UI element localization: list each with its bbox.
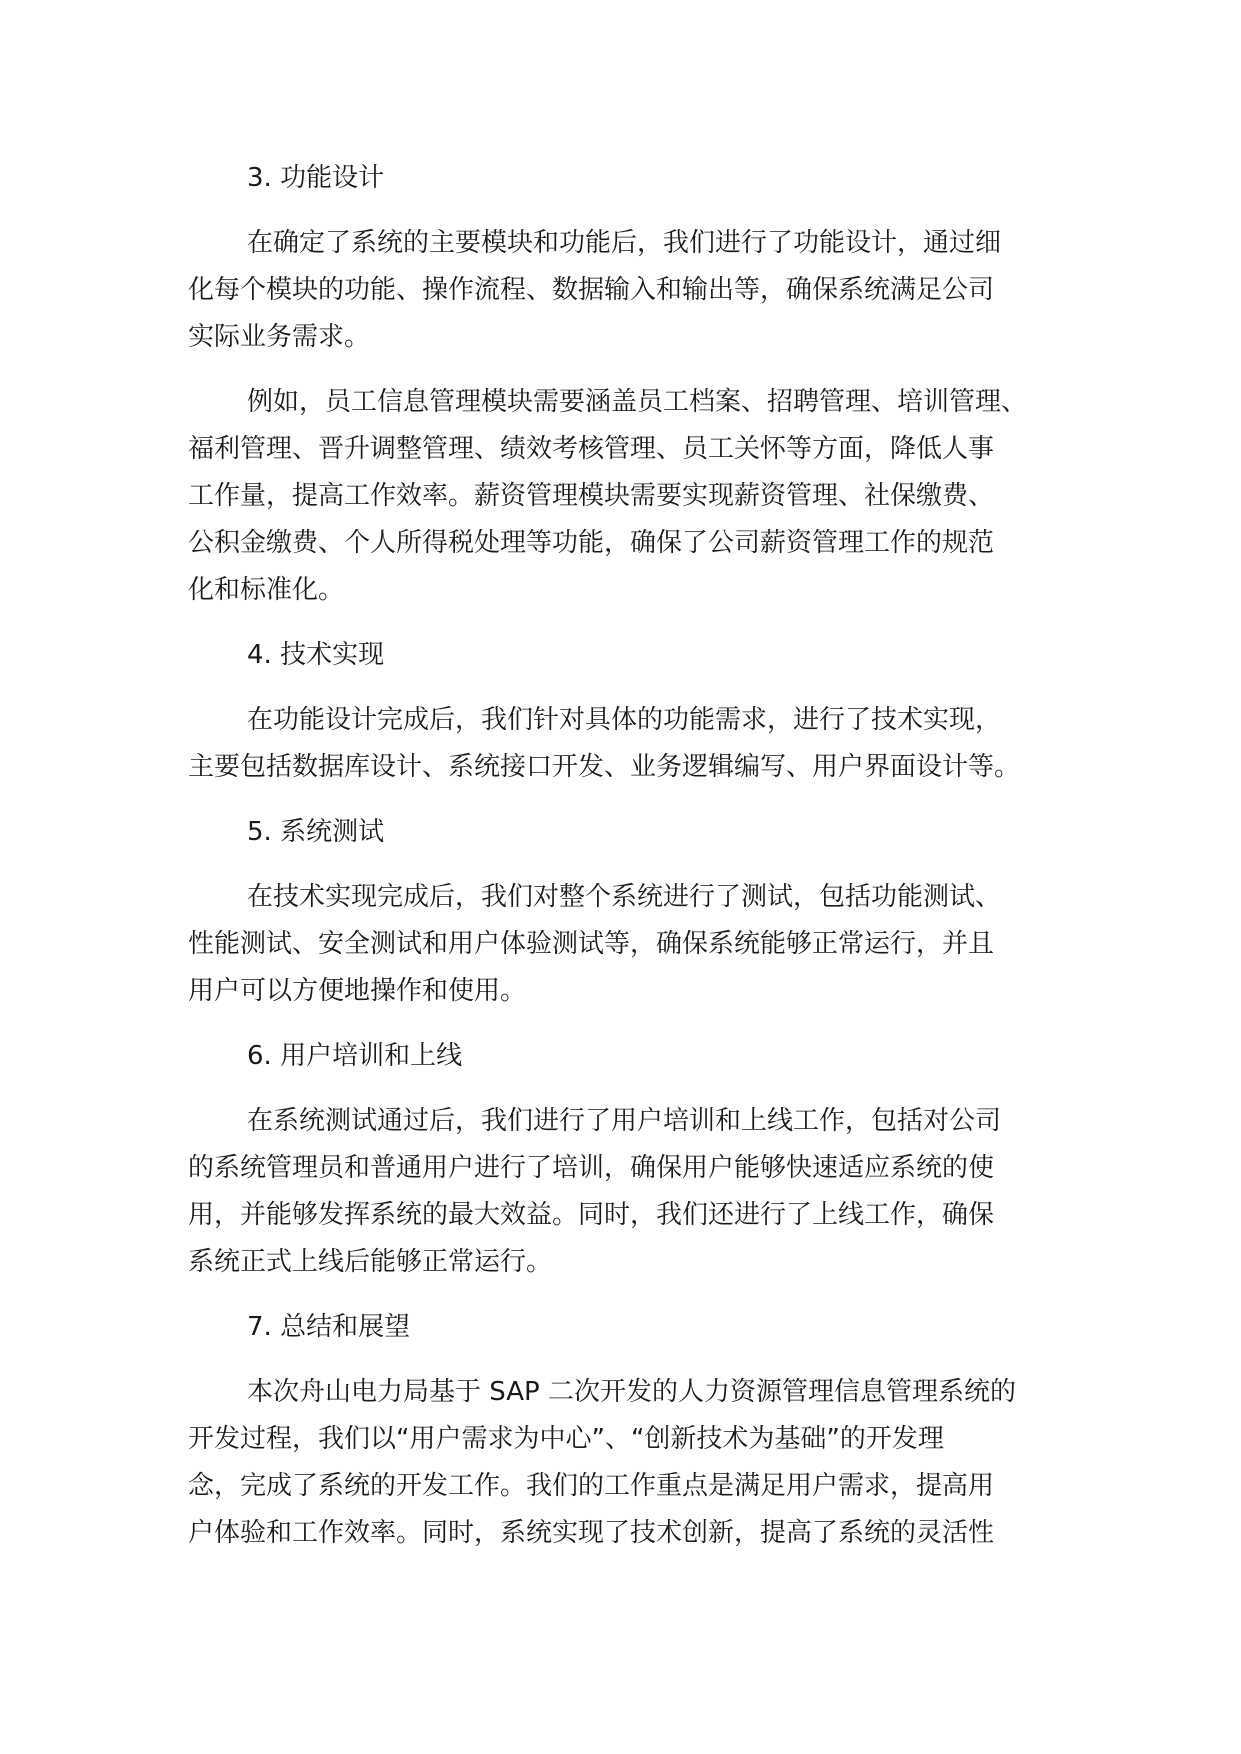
paragraph-line: 在系统测试通过后，我们进行了用户培训和上线工作，包括对公司	[247, 1106, 1002, 1136]
paragraph	[188, 379, 1068, 614]
section-heading-user-training: 6. 用户培训和上线	[247, 1041, 463, 1071]
paragraph	[188, 220, 1068, 361]
paragraph-line: 公积金缴费、个人所得税处理等功能，确保了公司薪资管理工作的规范	[188, 528, 995, 558]
paragraph-line: 在功能设计完成后，我们针对具体的功能需求，进行了技术实现，	[247, 705, 1002, 735]
paragraph-line: 化和标准化。	[188, 575, 345, 605]
paragraph	[188, 1369, 1068, 1557]
paragraph-line: 例如，员工信息管理模块需要涵盖员工档案、招聘管理、培训管理、	[247, 387, 1028, 417]
paragraph-line: 用，并能够发挥系统的最大效益。同时，我们还进行了上线工作，确保	[188, 1200, 995, 1230]
paragraph-line: 在技术实现完成后，我们对整个系统进行了测试，包括功能测试、	[247, 882, 1002, 912]
paragraph-line: 念，完成了系统的开发工作。我们的工作重点是满足用户需求，提高用	[188, 1471, 995, 1501]
paragraph-line: 本次舟山电力局基于 SAP 二次开发的人力资源管理信息管理系统的	[247, 1377, 1016, 1407]
document-body	[188, 155, 1068, 1575]
paragraph	[188, 874, 1068, 1015]
paragraph-line: 工作量，提高工作效率。薪资管理模块需要实现薪资管理、社保缴费、	[188, 481, 995, 511]
paragraph-line: 化每个模块的功能、操作流程、数据输入和输出等，确保系统满足公司	[188, 275, 995, 305]
section-heading-function-design: 3. 功能设计	[247, 163, 385, 193]
paragraph-line: 户体验和工作效率。同时，系统实现了技术创新，提高了系统的灵活性	[188, 1518, 995, 1548]
section-heading-summary-outlook: 7. 总结和展望	[247, 1312, 411, 1342]
paragraph-line: 主要包括数据库设计、系统接口开发、业务逻辑编写、用户界面设计等。	[188, 752, 1021, 782]
paragraph	[188, 697, 1068, 791]
paragraph-line: 性能测试、安全测试和用户体验测试等，确保系统能够正常运行，并且	[188, 929, 995, 959]
section-heading-tech-implementation: 4. 技术实现	[247, 640, 385, 670]
paragraph-line: 的系统管理员和普通用户进行了培训，确保用户能够快速适应系统的使	[188, 1153, 995, 1183]
paragraph-line: 开发过程，我们以“用户需求为中心”、“创新技术为基础”的开发理	[188, 1424, 944, 1454]
paragraph-line: 实际业务需求。	[188, 322, 371, 352]
section-heading-system-testing: 5. 系统测试	[247, 817, 385, 847]
paragraph	[188, 1098, 1068, 1286]
paragraph-line: 系统正式上线后能够正常运行。	[188, 1247, 553, 1277]
paragraph-line: 福利管理、晋升调整管理、绩效考核管理、员工关怀等方面，降低人事	[188, 434, 995, 464]
paragraph-line: 在确定了系统的主要模块和功能后，我们进行了功能设计，通过细	[247, 228, 1002, 258]
paragraph-line: 用户可以方便地操作和使用。	[188, 976, 527, 1006]
